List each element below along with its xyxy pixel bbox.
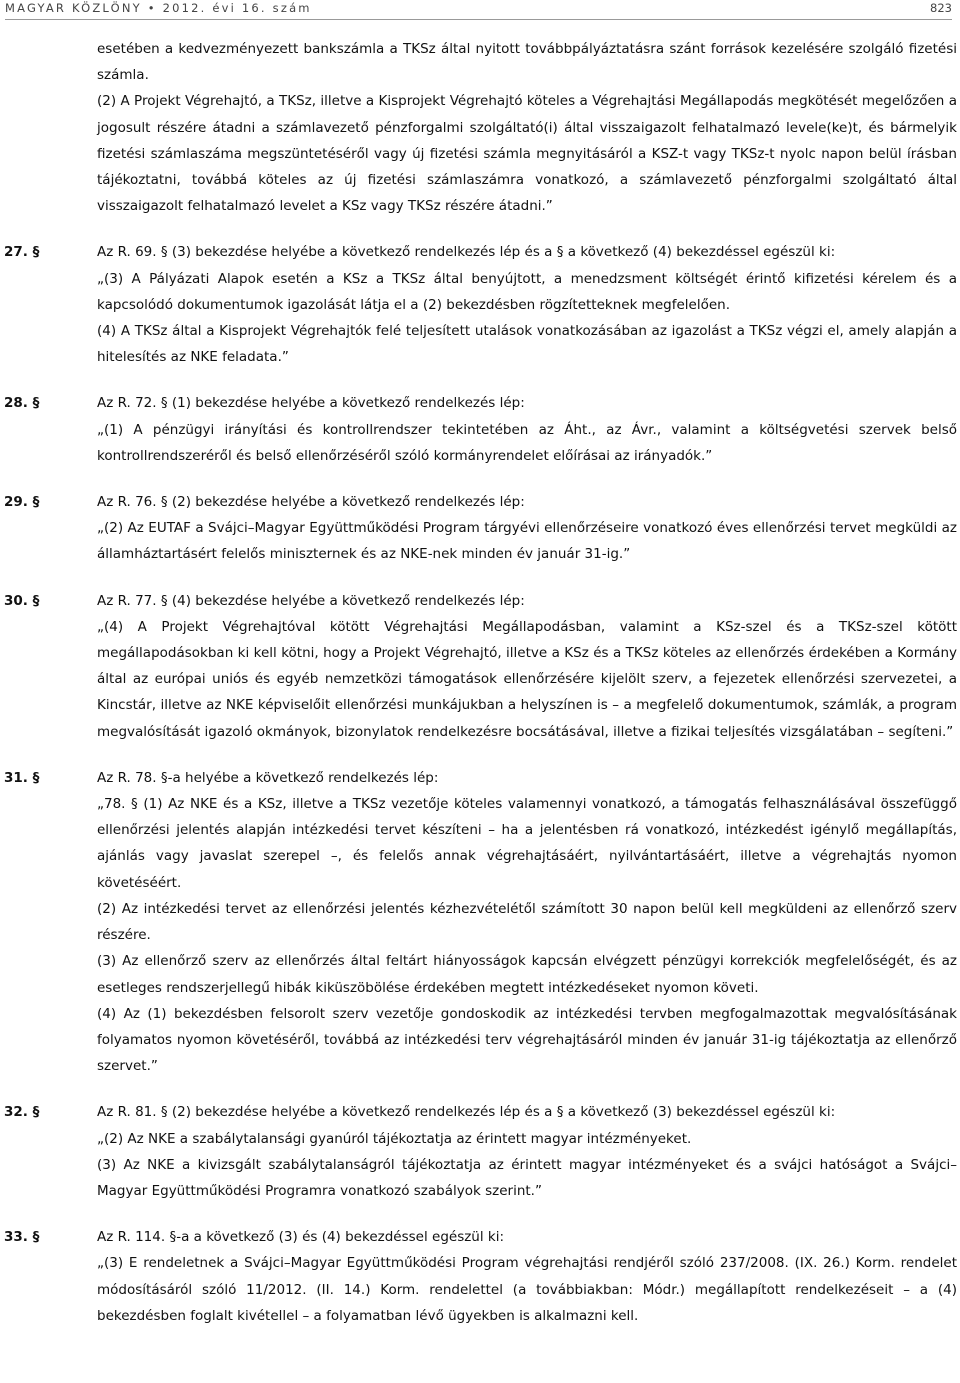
- section-paragraph: (2) Az intézkedési tervet az ellenőrzési jelentés kézhezvételétől számított 30 napon belül kell megküldeni az ellenőrző szerv részére.: [97, 900, 957, 944]
- section-32: [0, 1099, 960, 1204]
- section-paragraph: Az R. 69. § (3) bekezdése helyébe a következő rendelkezés lép és a § a következő (4) bekezdéssel egészül ki:: [97, 244, 836, 261]
- intro-paragraph: esetében a kedvezményezett bankszámla a TKSz által nyitott továbbpályáztatásra szánt források kezelésére szolgáló fizetési számla.: [97, 41, 957, 84]
- section-paragraph: „(4) A Projekt Végrehajtóval kötött Végrehajtási Megállapodásban, valamint a KSz-szel és a TKSz-szel kötött megállapodásokban ki kell kötni, hogy a Projekt Végrehajtó, illetve a KSz és a TKSz köteles az ellenőrzés érdekében a Kormány által az európai uniós és egyéb nemzetközi támogatások ellenőrzésére kijelölt szerv, a fejezetek ellenőrzési szervezetei, a Kincstár, illetve az NKE képviselőit ellenőrzési munkájukban a helyszínen is – a megfelelő dokumentumok, számlák, a program megvalósítását igazoló okmányok, bizonylatok rendelkezésre bocsátásával, illetve a fizikai teljesítés vizsgálatában – segíteni.”: [97, 618, 957, 740]
- section-paragraph: Az R. 72. § (1) bekezdése helyébe a következő rendelkezés lép:: [97, 395, 525, 412]
- section-paragraph: Az R. 114. §-a a következő (3) és (4) bekezdéssel egészül ki:: [97, 1229, 505, 1246]
- section-paragraph: Az R. 77. § (4) bekezdése helyébe a következő rendelkezés lép:: [97, 592, 525, 609]
- section-28: [0, 390, 960, 469]
- document-body: [0, 36, 960, 1329]
- header-rule: [5, 19, 952, 20]
- intro-paragraph: (2) A Projekt Végrehajtó, a TKSz, illetve a Kisprojekt Végrehajtó köteles a Végrehajtási Megállapodás megkötését megelőzően a jogosult részére átadni a számlavezető pénzforgalmi szolgáltató(i) által visszaigazolt felhatalmazó levele(ke)t, és bármelyik fizetési számlaszáma megszüntetéséről vagy új fizetési számla megnyitásáról a KSZ-t vagy TKSz-t nyolc napon belül írásban tájékoztatni, továbbá köteles az új fizetési számlaszámra vonatkozó, a számlavezető pénzforgalmi szolgáltató által visszaigazolt felhatalmazó levelet a KSz vagy TKSz részére átadni.”: [97, 93, 957, 215]
- section-paragraph: „(2) Az EUTAF a Svájci–Magyar Együttműködési Program tárgyévi ellenőrzéseire vonatkozó éves ellenőrzési tervet megküldi az államháztartásért felelős miniszternek és az NKE-nek minden év január 31-ig.”: [97, 520, 957, 563]
- section-paragraph: „(3) E rendeletnek a Svájci–Magyar Együttműködési Program végrehajtási rendjéről szóló 237/2008. (IX. 26.) Korm. rendelet módosításáról szóló 11/2012. (II. 14.) Korm. rendelettel (a továbbiakban: Módr.) megállapított rendelkezéseit – a (4) bekezdésben foglalt kivétellel – a folyamatban lévő ügyekben is alkalmazni kell.: [97, 1255, 957, 1324]
- section-number: 31. §: [4, 769, 40, 786]
- section-paragraph: Az R. 76. § (2) bekezdése helyébe a következő rendelkezés lép:: [97, 494, 525, 511]
- section-paragraph: Az R. 81. § (2) bekezdése helyébe a következő rendelkezés lép és a § a következő (3) bekezdéssel egészül ki:: [97, 1104, 836, 1121]
- section-33: [0, 1224, 960, 1329]
- section-paragraph: „(3) A Pályázati Alapok esetén a KSz a TKSz által benyújtott, a menedzsment költségét érintő kifizetési kérelem és a kapcsolódó dokumentumok igazolását látja el a (2) bekezdésben rögzítetteknek megfelelően.: [97, 270, 957, 313]
- page-header: [5, 0, 952, 20]
- section-31: [0, 765, 960, 1079]
- section-number: 33. §: [4, 1229, 40, 1246]
- section-paragraph: (4) Az (1) bekezdésben felsorolt szerv vezetője gondoskodik az intézkedési tervben megfogalmazottak megvalósításának folyamatos nyomon követéséről, továbbá az intézkedési terv végrehajtásáról minden év január 31-ig tájékoztatja az ellenőrző szervet.”: [97, 1005, 957, 1075]
- journal-title: MAGYAR KÖZLÖNY • 2012. évi 16. szám: [5, 1, 312, 15]
- page-number: 823: [930, 1, 952, 15]
- section-paragraph: „(2) Az NKE a szabálytalansági gyanúról tájékoztatja az érintett magyar intézményeket.: [97, 1130, 692, 1147]
- section-paragraph: „78. § (1) Az NKE és a KSz, illetve a TKSz vezetője köteles valamennyi vonatkozó, a támogatás felhasználásával összefüggő ellenőrzési jelentés alapján intézkedési tervet készíteni – ha a jelentésben rá vonatkozó, intézkedést igénylő megállapítás, ajánlás vagy javaslat szerepel –, és felelős annak végrehajtásáért, nyilvántartásáért, illetve a végrehajtás nyomon követéséért.: [97, 796, 957, 891]
- section-paragraph: (4) A TKSz által a Kisprojekt Végrehajtók felé teljesített utalások vonatkozásában az igazolást a TKSz végzi el, amely alapján a hitelesítés az NKE feladata.”: [97, 323, 957, 366]
- section-paragraph: „(1) A pénzügyi irányítási és kontrollrendszer tekintetében az Áht., az Ávr., valamint a költségvetési szervek belső kontrollrendszeréről és belső ellenőrzéséről szóló kormányrendelet előírásai az irányadók.”: [97, 421, 957, 464]
- section-30: [0, 588, 960, 745]
- section-29: [0, 489, 960, 568]
- section-number: 30. §: [4, 592, 40, 609]
- section-number: 27. §: [4, 244, 40, 261]
- section-paragraph: (3) Az NKE a kivizsgált szabálytalanságról tájékoztatja az érintett magyar intézményeket és a svájci hatóságot a Svájci–Magyar Együttműködési Programra vonatkozó szabályok szerint.”: [97, 1156, 957, 1199]
- section-paragraph: Az R. 78. §-a helyébe a következő rendelkezés lép:: [97, 769, 439, 786]
- section-number: 32. §: [4, 1104, 40, 1121]
- section-27: [0, 239, 960, 370]
- section-number: 28. §: [4, 395, 40, 412]
- section-number: 29. §: [4, 494, 40, 511]
- section-paragraph: (3) Az ellenőrző szerv az ellenőrzés által feltárt hiányosságok kapcsán elvégzett pénzügyi korrekciók megfelelőségét, és az esetleges rendszerjellegű hibák kiküszöbölése érdekében megtett intézkedéseket nyomon követi.: [97, 953, 957, 996]
